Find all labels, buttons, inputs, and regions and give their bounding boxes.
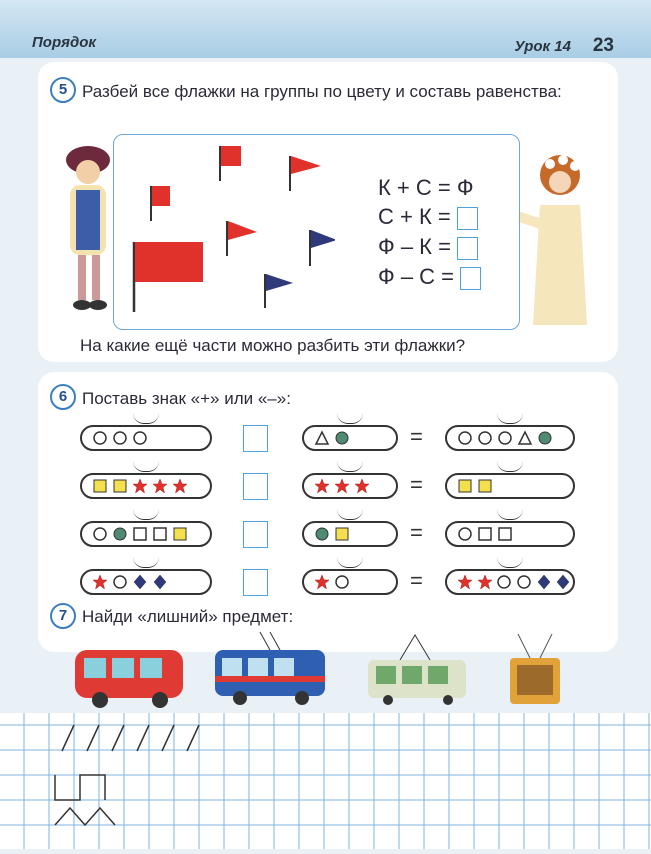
equation-2: С + К =: [378, 204, 478, 230]
answer-box[interactable]: [460, 267, 481, 290]
red-star-icon: [477, 574, 493, 590]
red-star-icon: [354, 478, 370, 494]
square-icon: [497, 526, 513, 542]
yellow-square-icon: [112, 478, 128, 494]
grid-lines: [0, 713, 651, 849]
answer-box[interactable]: [457, 207, 478, 230]
square-icon: [132, 526, 148, 542]
shape-set: [80, 569, 212, 595]
task5-number: 5: [50, 77, 76, 103]
equation-3: Ф – К =: [378, 234, 478, 260]
vehicles-illustration: [70, 630, 590, 715]
task6-number: 6: [50, 384, 76, 410]
circle-icon: [457, 430, 473, 446]
task6-text: Поставь знак «+» или «–»:: [82, 389, 291, 408]
red-star-icon: [334, 478, 350, 494]
shape-set: [445, 521, 575, 547]
red-star-icon: [152, 478, 168, 494]
yellow-square-icon: [172, 526, 188, 542]
shape-set: [80, 473, 212, 499]
tv-icon: [510, 634, 560, 704]
triangle-icon: [314, 430, 330, 446]
circle-icon: [132, 430, 148, 446]
shape-set: [302, 473, 398, 499]
shape-set: [445, 425, 575, 451]
circle-icon: [497, 430, 513, 446]
shape-set: [302, 521, 398, 547]
task7-number: 7: [50, 603, 76, 629]
square-icon: [152, 526, 168, 542]
red-star-icon: [457, 574, 473, 590]
green-circle-icon: [334, 430, 350, 446]
navy-diamond-icon: [152, 574, 168, 590]
equals-sign: =: [410, 520, 423, 545]
shape-set: [80, 425, 212, 451]
red-star-icon: [314, 478, 330, 494]
shape-set: [80, 521, 212, 547]
section-title: Порядок: [32, 34, 96, 51]
navy-diamond-icon: [536, 574, 552, 590]
navy-diamond-icon: [555, 574, 571, 590]
red-flag-icon: [151, 186, 170, 221]
big-red-flag-icon: [134, 242, 203, 312]
circle-icon: [334, 574, 350, 590]
equals-sign: =: [410, 472, 423, 497]
bus-icon: [75, 650, 183, 708]
tram-icon: [368, 635, 466, 705]
exercise-grid: [0, 713, 651, 849]
equals-sign: =: [410, 424, 423, 449]
red-triangle-flag-icon: [290, 156, 321, 191]
yellow-square-icon: [457, 478, 473, 494]
red-star-icon: [132, 478, 148, 494]
square-icon: [477, 526, 493, 542]
lesson-title: Урок 14: [514, 38, 571, 55]
sign-answer-box[interactable]: [243, 425, 268, 452]
circle-icon: [112, 430, 128, 446]
red-flag-icon: [220, 146, 241, 181]
flags-illustration: [115, 136, 335, 326]
circle-icon: [516, 574, 532, 590]
yellow-square-icon: [92, 478, 108, 494]
green-circle-icon: [314, 526, 330, 542]
navy-diamond-icon: [132, 574, 148, 590]
page-number: 23: [592, 35, 614, 56]
sign-answer-box[interactable]: [243, 473, 268, 500]
green-circle-icon: [112, 526, 128, 542]
page-header: [0, 0, 651, 58]
yellow-square-icon: [334, 526, 350, 542]
equation-4: Ф – С =: [378, 264, 481, 290]
equals-sign: =: [410, 568, 423, 593]
circle-icon: [92, 430, 108, 446]
yellow-square-icon: [477, 478, 493, 494]
circle-icon: [457, 526, 473, 542]
red-triangle-flag-icon: [227, 221, 257, 256]
navy-triangle-flag-icon: [310, 230, 335, 266]
task7-text: Найди «лишний» предмет:: [82, 607, 294, 626]
circle-icon: [112, 574, 128, 590]
circle-icon: [496, 574, 512, 590]
shape-set: [302, 569, 398, 595]
red-star-icon: [92, 574, 108, 590]
red-star-icon: [314, 574, 330, 590]
shape-set: [445, 473, 575, 499]
navy-triangle-flag-icon: [265, 274, 293, 308]
circle-icon: [92, 526, 108, 542]
green-circle-icon: [537, 430, 553, 446]
shape-set: [302, 425, 398, 451]
sign-answer-box[interactable]: [243, 521, 268, 548]
task5-question: На какие ещё части можно разбить эти флажки?: [80, 336, 466, 355]
triangle-icon: [517, 430, 533, 446]
answer-box[interactable]: [457, 237, 478, 260]
task5-text: Разбей все флажки на группы по цвету и составь равенства:: [82, 82, 562, 101]
red-star-icon: [172, 478, 188, 494]
sign-answer-box[interactable]: [243, 569, 268, 596]
equation-1: К + С = Ф: [378, 175, 474, 200]
shape-set: [445, 569, 575, 595]
circle-icon: [477, 430, 493, 446]
trolleybus-icon: [215, 632, 325, 705]
